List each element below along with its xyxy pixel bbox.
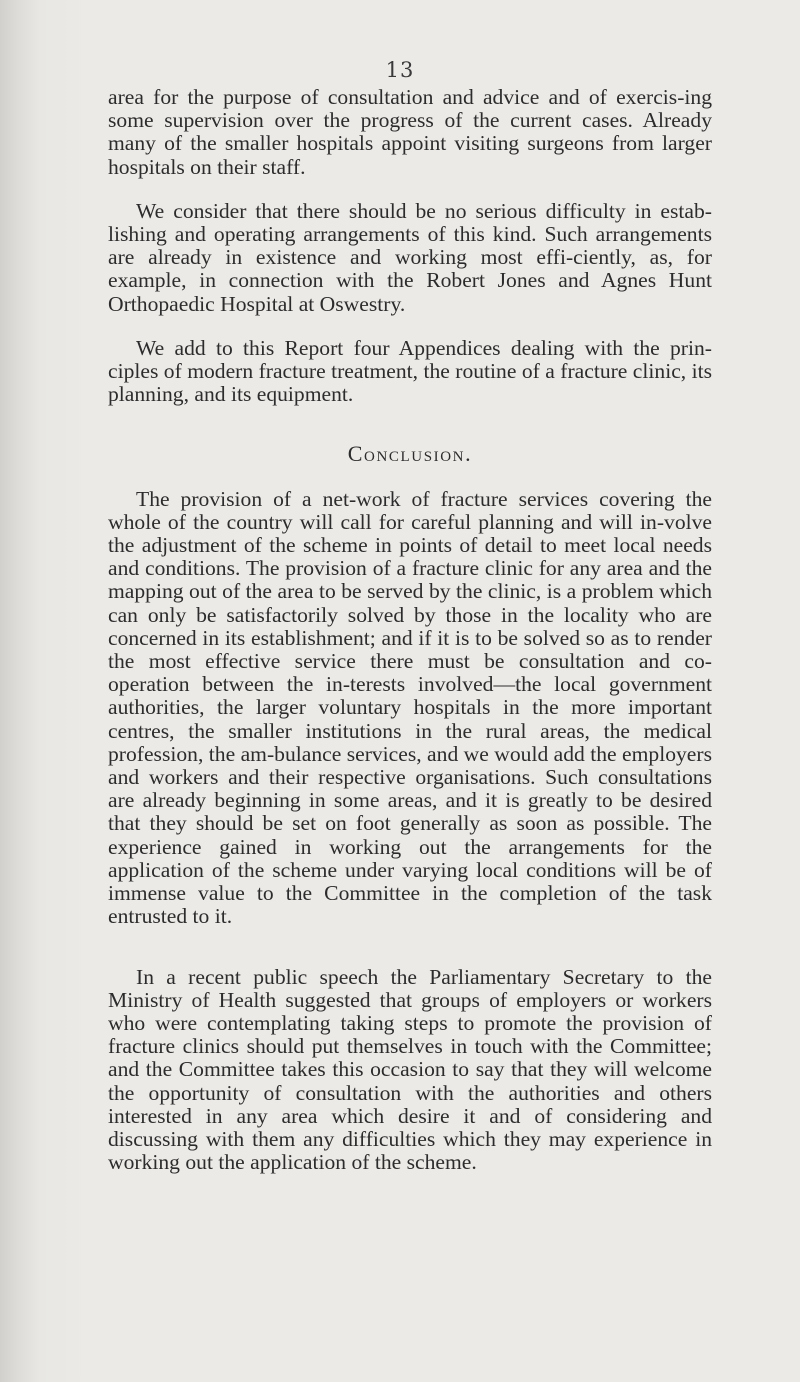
paragraph-appendices: We add to this Report four Appendices dealing with the prin-ciples of modern fracture treatment, the routine of a fracture clinic, its planning, and its equipment. — [108, 335, 712, 407]
body-text — [108, 86, 712, 1174]
paragraph-network: The provision of a net-work of fracture services covering the whole of the country will call for careful planning and will in-volve the adjustment of the scheme in points of detail to meet local needs and conditions. The provision of a fracture clinic for any area and the mapping out of the area to be served by the clinic, is a problem which can only be satisfactorily solved by those in the locality who are concerned in its establishment; and if it is to be solved so as to render the most effective service there must be consultation and co-operation between the in-terests involved—the local government authorities, the larger voluntary hospitals in the more important centres, the smaller institutions in the rural areas, the medical profession, the am-bulance services, and we would add the employers and workers and their respective organisations. Such consultations are already beginning in some areas, and it is greatly to be desired that they should be set on foot generally as soon as possible. The experience gained in working out the arrangements for the application of the scheme under varying local conditions will be of immense value to the Committee in the completion of the task entrusted to it. — [108, 486, 712, 929]
section-heading-conclusion: Conclusion. — [347, 441, 473, 467]
paragraph-consultation: area for the purpose of consultation and advice and of exercis-ing some supervision over the progress of the current cases. Already many of the smaller hospitals appoint visiting surgeons from larger hospitals on their staff. — [108, 85, 712, 179]
paragraph-arrangements: We consider that there should be no serious difficulty in estab-lishing and operating arrangements of this kind. Such arrangements are already in existence and working most effi-ciently, as, for example, in connection with the Robert Jones and Agnes Hunt Orthopaedic Hospital at Oswestry. — [108, 198, 712, 316]
page-number: 13 — [385, 58, 415, 82]
paragraph-public-speech: In a recent public speech the Parliamentary Secretary to the Ministry of Health suggested that groups of employers or workers who were contemplating taking steps to promote the provision of fracture clinics should put themselves in touch with the Committee; and the Committee takes this occasion to say that they will welcome the opportunity of consultation with the authorities and others interested in any area which desire it and of considering and discussing with them any difficulties which they may experience in working out the application of the scheme. — [108, 964, 712, 1175]
